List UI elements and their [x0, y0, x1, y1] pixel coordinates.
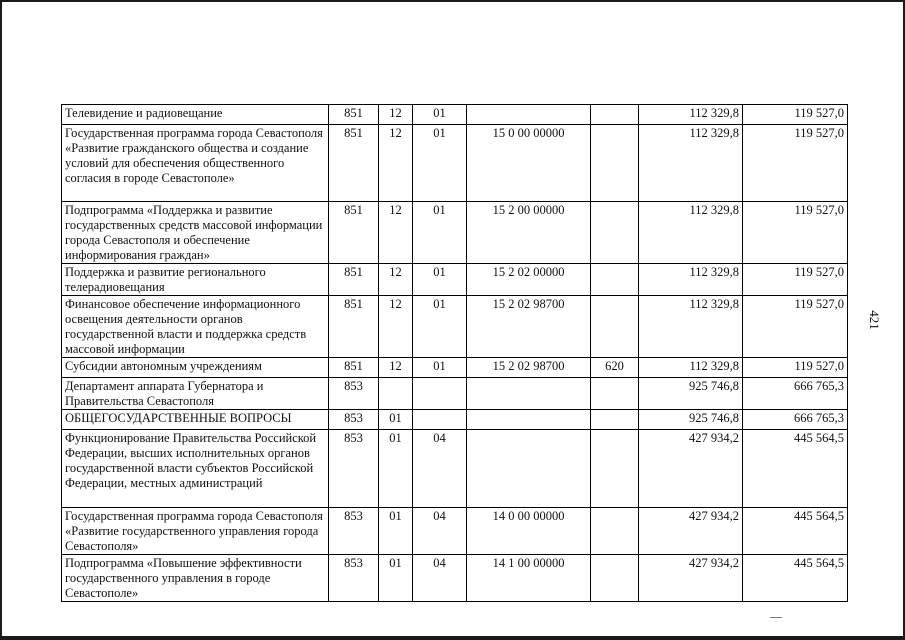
row-section: 12 — [379, 202, 413, 264]
row-name: Субсидии автономным учреждениям — [62, 358, 329, 378]
row-name: Телевидение и радиовещание — [62, 105, 329, 125]
row-subsection — [413, 378, 467, 410]
row-amount-2: 119 527,0 — [743, 202, 848, 264]
row-section: 01 — [379, 410, 413, 430]
row-target-item: 14 1 00 00000 — [467, 555, 591, 602]
row-subsection: 01 — [413, 296, 467, 358]
row-subsection: 04 — [413, 430, 467, 508]
row-amount-1: 112 329,8 — [639, 358, 743, 378]
row-ved: 851 — [329, 105, 379, 125]
row-expense-type — [591, 202, 639, 264]
row-subsection: 01 — [413, 358, 467, 378]
row-section: 01 — [379, 508, 413, 555]
row-section: 12 — [379, 125, 413, 202]
row-ved: 853 — [329, 508, 379, 555]
row-section: 12 — [379, 264, 413, 296]
row-amount-2: 445 564,5 — [743, 555, 848, 602]
row-ved: 853 — [329, 410, 379, 430]
table-row — [62, 264, 848, 296]
row-section: 01 — [379, 430, 413, 508]
table-row — [62, 378, 848, 410]
row-target-item: 15 2 02 00000 — [467, 264, 591, 296]
row-expense-type — [591, 430, 639, 508]
row-expense-type — [591, 296, 639, 358]
row-name: Финансовое обеспечение информационного освещения деятельности органов государственной власти и поддержка средств массовой информации — [62, 296, 329, 358]
row-name: Функционирование Правительства Российской Федерации, высших исполнительных органов государственной власти субъектов Российской Федерации, местных администраций — [62, 430, 329, 508]
row-amount-2: 445 564,5 — [743, 430, 848, 508]
row-subsection: 01 — [413, 202, 467, 264]
row-ved: 853 — [329, 378, 379, 410]
row-expense-type — [591, 508, 639, 555]
row-expense-type — [591, 105, 639, 125]
row-target-item: 14 0 00 00000 — [467, 508, 591, 555]
row-amount-1: 427 934,2 — [639, 555, 743, 602]
row-target-item: 15 2 02 98700 — [467, 358, 591, 378]
row-name: Подпрограмма «Поддержка и развитие государственных средств массовой информации города Севастополя и обеспечение информирования граждан» — [62, 202, 329, 264]
row-ved: 851 — [329, 296, 379, 358]
row-name: Подпрограмма «Повышение эффективности государственного управления в городе Севастополе» — [62, 555, 329, 602]
row-expense-type — [591, 555, 639, 602]
row-expense-type — [591, 378, 639, 410]
margin-tick-mark — [770, 617, 782, 618]
table-row — [62, 410, 848, 430]
row-subsection — [413, 410, 467, 430]
row-name: ОБЩЕГОСУДАРСТВЕННЫЕ ВОПРОСЫ — [62, 410, 329, 430]
row-subsection: 01 — [413, 125, 467, 202]
table-row — [62, 125, 848, 202]
row-amount-1: 112 329,8 — [639, 202, 743, 264]
budget-table — [61, 104, 848, 602]
row-ved: 851 — [329, 264, 379, 296]
row-ved: 851 — [329, 125, 379, 202]
row-amount-2: 666 765,3 — [743, 378, 848, 410]
row-ved: 851 — [329, 358, 379, 378]
row-ved: 853 — [329, 430, 379, 508]
row-amount-2: 119 527,0 — [743, 125, 848, 202]
row-amount-1: 112 329,8 — [639, 105, 743, 125]
table-row — [62, 358, 848, 378]
row-section: 12 — [379, 296, 413, 358]
scan-border-bottom — [0, 636, 905, 640]
row-amount-1: 925 746,8 — [639, 378, 743, 410]
row-target-item — [467, 410, 591, 430]
row-subsection: 04 — [413, 555, 467, 602]
row-expense-type — [591, 125, 639, 202]
row-amount-1: 112 329,8 — [639, 264, 743, 296]
row-subsection: 01 — [413, 105, 467, 125]
row-name: Государственная программа города Севастополя «Развитие государственного управления города Севастополя» — [62, 508, 329, 555]
row-name: Департамент аппарата Губернатора и Правительства Севастополя — [62, 378, 329, 410]
scan-border-left — [0, 0, 2, 640]
row-section: 01 — [379, 555, 413, 602]
row-target-item: 15 2 02 98700 — [467, 296, 591, 358]
page-number: 421 — [866, 310, 882, 330]
scan-border-top — [0, 0, 905, 2]
table-row — [62, 296, 848, 358]
row-subsection: 01 — [413, 264, 467, 296]
row-amount-1: 112 329,8 — [639, 125, 743, 202]
row-ved: 853 — [329, 555, 379, 602]
row-target-item: 15 2 00 00000 — [467, 202, 591, 264]
row-name: Поддержка и развитие регионального телерадиовещания — [62, 264, 329, 296]
row-target-item — [467, 430, 591, 508]
row-section: 12 — [379, 358, 413, 378]
table-row — [62, 430, 848, 508]
row-amount-2: 666 765,3 — [743, 410, 848, 430]
row-amount-2: 119 527,0 — [743, 264, 848, 296]
row-amount-2: 445 564,5 — [743, 508, 848, 555]
row-expense-type: 620 — [591, 358, 639, 378]
row-amount-2: 119 527,0 — [743, 105, 848, 125]
row-amount-1: 427 934,2 — [639, 430, 743, 508]
row-section: 12 — [379, 105, 413, 125]
row-subsection: 04 — [413, 508, 467, 555]
row-ved: 851 — [329, 202, 379, 264]
row-expense-type — [591, 264, 639, 296]
row-target-item — [467, 105, 591, 125]
row-target-item — [467, 378, 591, 410]
row-amount-1: 427 934,2 — [639, 508, 743, 555]
table-row — [62, 555, 848, 602]
row-amount-1: 112 329,8 — [639, 296, 743, 358]
row-amount-1: 925 746,8 — [639, 410, 743, 430]
row-amount-2: 119 527,0 — [743, 358, 848, 378]
row-target-item: 15 0 00 00000 — [467, 125, 591, 202]
row-amount-2: 119 527,0 — [743, 296, 848, 358]
row-section — [379, 378, 413, 410]
table-row — [62, 508, 848, 555]
row-name: Государственная программа города Севастополя «Развитие гражданского общества и создание условий для обеспечения общественного согласия в городе Севастополе» — [62, 125, 329, 202]
table-row — [62, 202, 848, 264]
table-row — [62, 105, 848, 125]
row-expense-type — [591, 410, 639, 430]
